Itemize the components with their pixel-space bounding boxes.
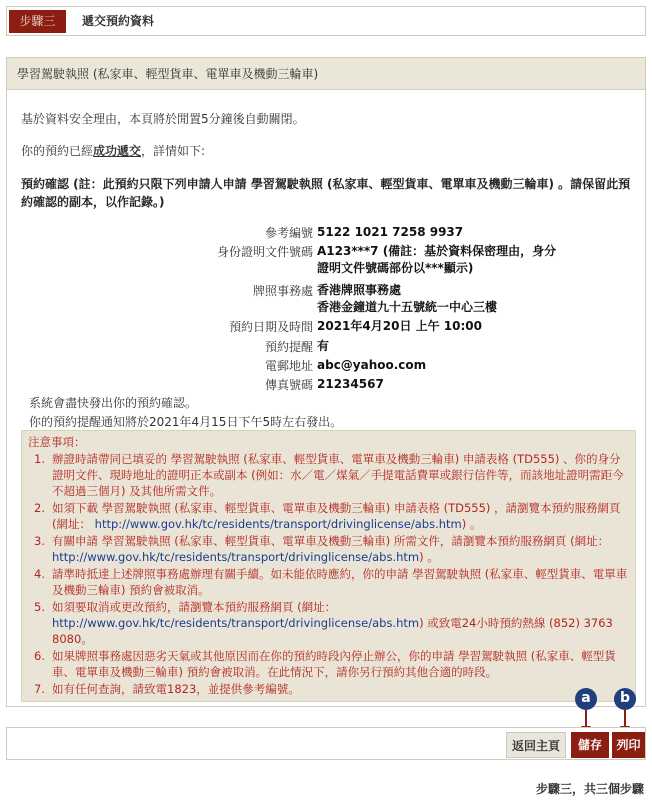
annotation-a-badge: a <box>575 688 597 710</box>
note-item <box>28 681 629 697</box>
step-number: 步驟三 <box>9 10 66 33</box>
step-bar <box>6 6 646 36</box>
system-send-message: 系統會盡快發出你的預約確認。 <box>29 396 198 410</box>
id-value <box>317 243 556 277</box>
note-item <box>28 599 629 647</box>
note-item <box>28 451 629 499</box>
note-number: 2. <box>34 501 45 515</box>
note-link[interactable]: http://www.gov.hk/tc/residents/transport/drivinglicense/abs.htm <box>52 550 420 564</box>
office-line1: 香港牌照事務處 <box>317 283 402 297</box>
booking-panel <box>6 57 646 707</box>
step-title: 遞交預約資料 <box>82 14 155 28</box>
note-text-pre: 如須要取消或更改預約，請瀏覽本預約服務網頁 (網址： <box>52 600 337 614</box>
annotation-b-badge: b <box>614 688 636 710</box>
note-item <box>28 500 629 532</box>
note-number: 5. <box>34 600 45 614</box>
reminder-label: 預約提醒 <box>264 340 313 354</box>
datetime-value: 2021年4月20日 上午 10:00 <box>317 319 483 333</box>
note-link[interactable]: http://www.gov.hk/tc/residents/transport/drivinglicense/abs.htm <box>94 517 462 531</box>
note-item <box>28 566 629 598</box>
reminder-send-message: 你的預約提醒通知將於2021年4月15日下午5時左右發出。 <box>29 415 343 429</box>
note-number: 6. <box>34 649 45 663</box>
office-value <box>317 282 497 316</box>
save-button[interactable]: 儲存 <box>571 732 609 758</box>
note-text-post: ) 或致電24小時預約熱線 (852) 3763 8080。 <box>52 616 613 646</box>
note-link[interactable]: http://www.gov.hk/tc/residents/transport/drivinglicense/abs.htm <box>52 616 420 630</box>
note-text-post: ) 。 <box>419 550 439 564</box>
note-number: 7. <box>34 682 45 696</box>
id-value-line2: 證明文件號碼部份以***顯示) <box>317 261 474 275</box>
note-text: 如果牌照事務處因惡劣天氣或其他原因而在你的預約時段內停止辦公，你的申請 學習駕駛執照 (私家車、輕型貨車、電單車及機動三輪車) 預約會被取消。在此情況下，請你另行預約其他合適的時段。 <box>52 649 616 679</box>
note-text: 如有任何查詢，請致電1823，並提供參考編號。 <box>52 682 300 696</box>
note-item <box>28 533 629 565</box>
note-number: 1. <box>34 452 45 466</box>
id-label: 身份證明文件號碼 <box>216 245 313 259</box>
note-number: 3. <box>34 534 45 548</box>
submitted-prefix: 你的預約已經 <box>21 144 94 158</box>
id-value-line1: A123***7 (備註：基於資料保密理由，身分 <box>317 244 557 258</box>
print-button[interactable]: 列印 <box>612 732 645 758</box>
note-number: 4. <box>34 567 45 581</box>
email-value: abc@yahoo.com <box>317 358 427 372</box>
note-text-pre: 有關申請 學習駕駛執照 (私家車、輕型貨車、電單車及機動三輪車) 所需文件，請瀏覽本預約服務網頁 (網址： <box>52 534 610 548</box>
submitted-suffix: ，詳情如下: <box>141 144 206 158</box>
fax-value: 21234567 <box>317 377 384 391</box>
ref-value: 5122 1021 7258 9937 <box>317 225 464 239</box>
submitted-emphasis: 成功遞交 <box>93 144 142 158</box>
security-notice: 基於資料安全理由，本頁將於閒置5分鐘後自動關閉。 <box>21 112 305 126</box>
panel-title: 學習駕駛執照 (私家車、輕型貨車、電單車及機動三輪車) <box>7 58 645 90</box>
reminder-value: 有 <box>317 339 330 353</box>
office-label: 牌照事務處 <box>252 284 313 298</box>
submitted-message <box>21 142 205 159</box>
note-text-post: ) 。 <box>461 517 482 531</box>
datetime-label: 預約日期及時間 <box>228 320 313 334</box>
ref-label: 參考編號 <box>264 226 313 240</box>
note-text-pre: 如須下載 學習駕駛執照 (私家車、輕型貨車、電單車及機動三輪車) 申請表格 (TD555) ，請瀏覽本預約服務網頁 (網址： <box>52 501 621 531</box>
office-line2: 香港金鐘道九十五號統一中心三樓 <box>317 300 498 314</box>
notes-box <box>21 430 636 702</box>
fax-label: 傳真號碼 <box>264 378 313 392</box>
confirmation-text: 預約確認 (註：此預約只限下列申請人申請 學習駕駛執照 (私家車、輕型貨車、電單車及機動三輪車) 。請保留此預約確認的副本，以作記錄。) <box>21 177 631 209</box>
return-home-button[interactable]: 返回主頁 <box>506 732 566 758</box>
email-label: 電郵地址 <box>264 359 313 373</box>
notes-title: 注意事項： <box>28 435 86 449</box>
action-bar <box>6 727 646 760</box>
note-text: 請準時抵達上述牌照事務處辦理有關手續。如未能依時應約，你的申請 學習駕駛執照 (私家車、輕型貨車、電單車及機動三輪車) 預約會被取消。 <box>52 567 628 597</box>
note-item <box>28 648 629 680</box>
step-progress: 步驟三，共三個步驟 <box>535 782 644 796</box>
note-text: 辦證時請帶同已填妥的 學習駕駛執照 (私家車、輕型貨車、電單車及機動三輪車) 申請表格 (TD555) 、你的身分證明文件、現時地址的證明正本或副本 (例如：水／電／煤氣／手提電話費單或銀行信件等，而該地址證明需距今不超過三個月) 及其他所需文件。 <box>52 452 624 498</box>
